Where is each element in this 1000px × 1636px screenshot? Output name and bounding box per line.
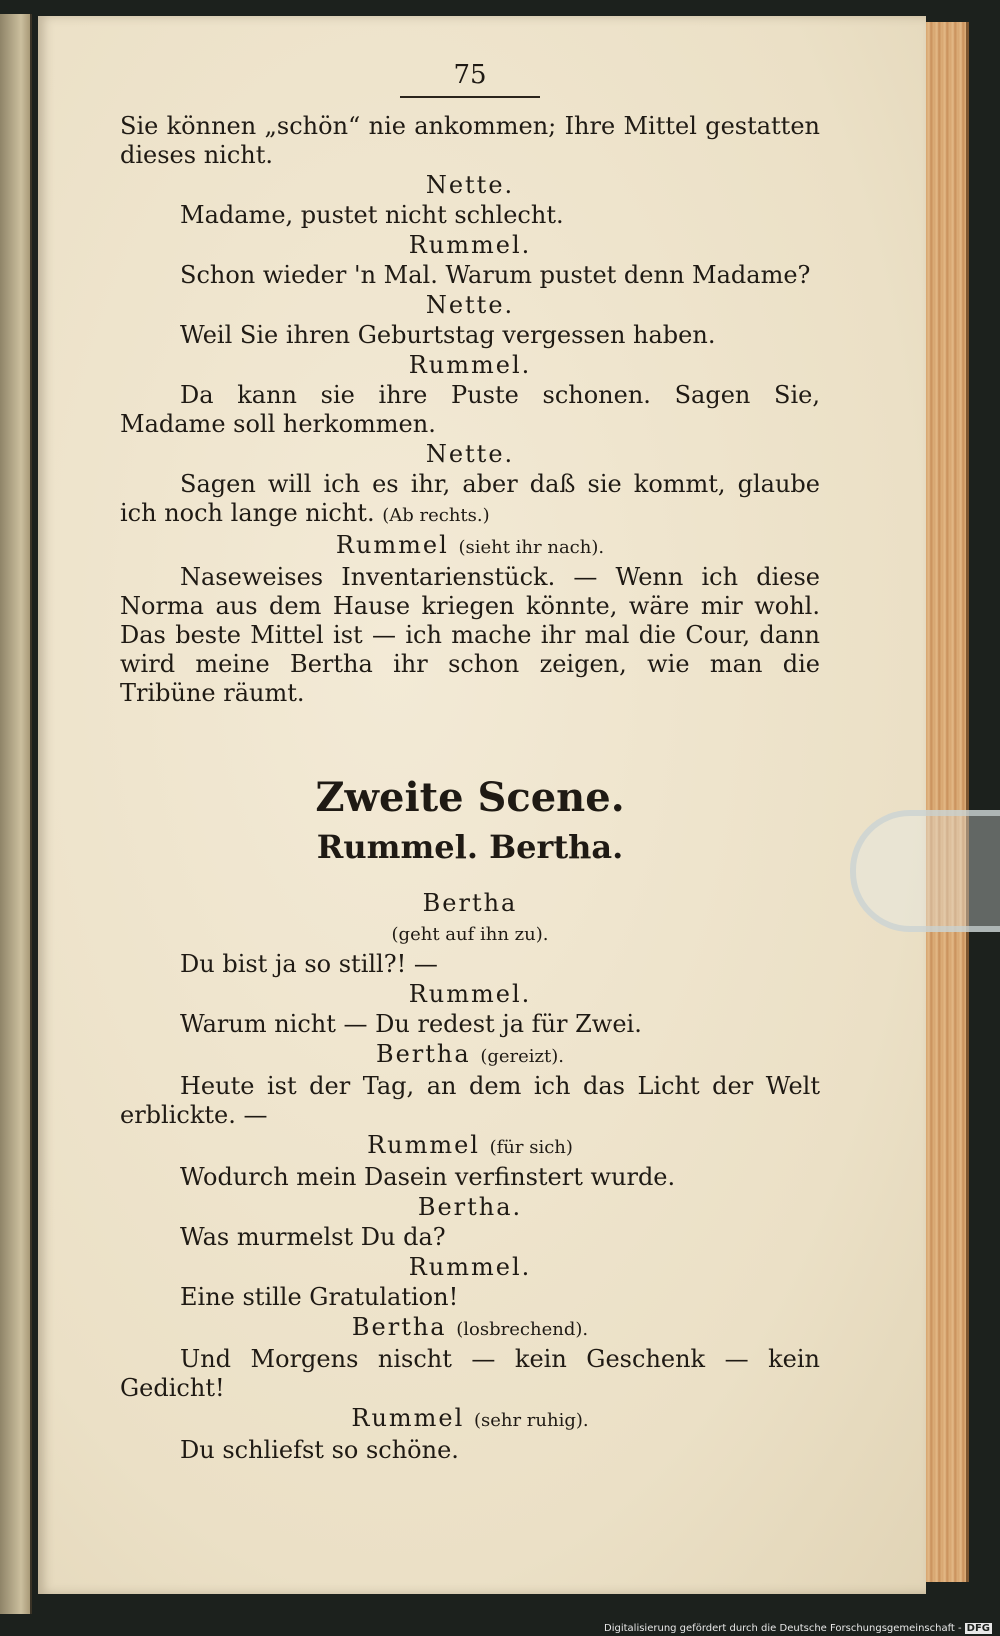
header-rule — [400, 96, 540, 98]
speaker-name — [120, 1130, 820, 1163]
dialogue-line: Sie können „schön“ nie ankommen; Ihre Mittel gestatten dieses nicht. — [120, 112, 820, 169]
speaker-name: Bertha. — [417, 1193, 523, 1221]
stage-direction: (geht auf ihn zu). — [391, 924, 549, 945]
scene-title: Zweite Scene. — [315, 774, 625, 821]
dialogue-line: Schon wieder 'n Mal. Warum pustet denn Madame? — [180, 261, 811, 289]
dialogue-line: Eine stille Gratulation! — [180, 1283, 459, 1311]
dialogue-line: Und Morgens nischt — kein Geschenk — kein Gedicht! — [120, 1345, 820, 1402]
page-stack-edge — [926, 22, 969, 1582]
dfg-logo: DFG — [966, 1623, 990, 1634]
speaker-name: Nette. — [425, 291, 515, 319]
speaker-label: Rummel — [335, 531, 449, 559]
scene-cast: Rummel. Bertha. — [316, 828, 624, 866]
speaker-name — [120, 1403, 820, 1436]
speaker-label: Rummel — [367, 1131, 480, 1159]
stage-direction: (Ab rechts.) — [382, 505, 490, 526]
dialogue-line: Madame, pustet nicht schlecht. — [180, 201, 564, 229]
stage-direction: (losbrechend). — [456, 1319, 589, 1340]
plastic-page-clip — [850, 810, 1000, 932]
speaker-label: Rummel — [351, 1404, 465, 1432]
stage-direction: (für sich) — [489, 1137, 573, 1158]
dialogue-line: Weil Sie ihren Geburtstag vergessen haben. — [180, 321, 716, 349]
stage-direction: (gereizt). — [480, 1046, 565, 1067]
footer-text: Digitalisierung gefördert durch die Deutsche Forschungsgemeinschaft - — [604, 1623, 962, 1634]
digitization-footer — [604, 1623, 992, 1634]
dialogue-line: Was murmelst Du da? — [180, 1223, 446, 1251]
page-number: 75 — [453, 60, 487, 90]
speaker-name: Rummel. — [408, 231, 532, 259]
speaker-name: Bertha — [422, 889, 518, 917]
stage-direction: (sehr ruhig). — [473, 1410, 589, 1431]
speaker-name: Nette. — [425, 440, 515, 468]
dialogue-line: Da kann sie ihre Puste schonen. Sagen Sie, Madame soll herkommen. — [120, 381, 820, 438]
dialogue-line: Du schliefst so schöne. — [180, 1436, 459, 1464]
dialogue-text: Sagen will ich es ihr, aber daß sie kommt, glaube ich noch lange nicht. — [120, 470, 820, 527]
dialogue-line: Naseweises Inventarienstück. — Wenn ich diese Norma aus dem Hause kriegen könnte, wäre mir wohl. Das beste Mittel ist — ich mache ihr mal die Cour, dann wird meine Bertha ihr schon zeigen, wie man die Tribüne räumt. — [120, 563, 820, 707]
speaker-label: Bertha — [375, 1040, 471, 1068]
dialogue-line: Wodurch mein Dasein verfinstert wurde. — [180, 1163, 676, 1191]
speaker-name: Rummel. — [408, 1253, 532, 1281]
speaker-name — [120, 1312, 820, 1345]
speaker-name: Nette. — [425, 171, 515, 199]
dialogue-line: Warum nicht — Du redest ja für Zwei. — [180, 1010, 642, 1038]
speaker-label: Bertha — [351, 1313, 447, 1341]
speaker-name: Rummel. — [408, 351, 532, 379]
previous-page-edge — [0, 14, 32, 1614]
stage-direction: (sieht ihr nach). — [458, 537, 605, 558]
page-content — [120, 60, 820, 1465]
dialogue-line: Du bist ja so still?! — — [180, 950, 438, 978]
dialogue-line — [120, 470, 820, 530]
speaker-name — [120, 530, 820, 563]
speaker-name — [120, 1039, 820, 1072]
speaker-name: Rummel. — [408, 980, 532, 1008]
dialogue-line: Heute ist der Tag, an dem ich das Licht der Welt erblickte. — — [120, 1072, 820, 1129]
